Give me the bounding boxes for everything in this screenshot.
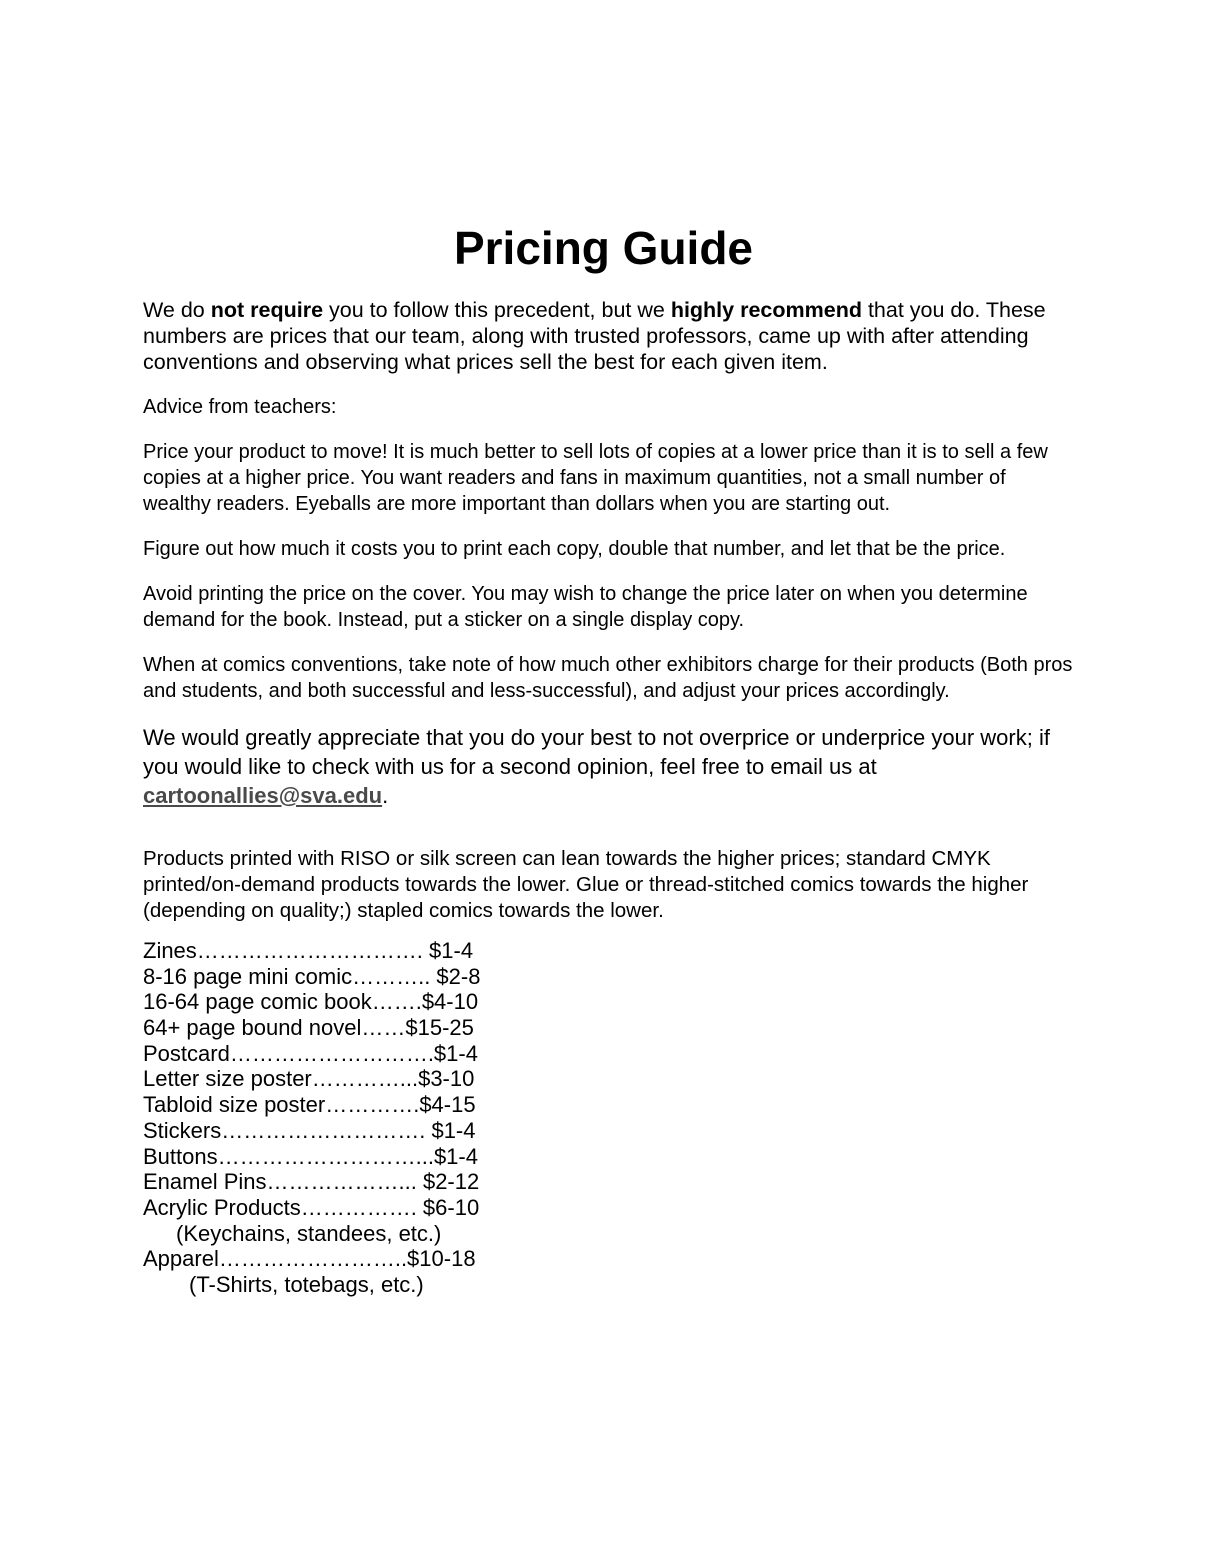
text-line	[143, 1118, 1077, 1144]
price-list	[143, 938, 1077, 1298]
text-segment: printed/on-demand products towards the lower. Glue or thread-stitched comics towards the higher	[143, 872, 1029, 896]
text-segment: and students, and both successful and less-successful), and adjust your prices accordingly.	[143, 679, 950, 702]
text-line	[143, 1092, 1077, 1118]
text-line	[143, 607, 1077, 633]
text-line	[143, 297, 1077, 323]
text-line	[143, 898, 1077, 924]
text-line	[143, 872, 1077, 898]
text-segment: (Keychains, standees, etc.)	[176, 1220, 442, 1246]
text-line	[143, 781, 1077, 810]
text-segment: conventions and observing what prices sell the best for each given item.	[143, 349, 828, 374]
text-line	[143, 439, 1077, 465]
products-note-paragraph	[143, 846, 1077, 924]
text-segment: Tabloid size poster………….$4-15	[143, 1092, 476, 1118]
text-line	[143, 1246, 1077, 1272]
text-line	[143, 989, 1077, 1015]
text-segment: Zines…………………………. $1-4	[143, 937, 474, 963]
text-line	[143, 465, 1077, 491]
text-segment: that you do. These	[861, 297, 1046, 322]
advice-heading: Advice from teachers:	[143, 395, 337, 418]
text-line	[143, 846, 1077, 872]
text-segment: Products printed with RISO or silk screen can lean towards the higher prices; standard CMYK	[143, 846, 991, 870]
text-line	[143, 536, 1077, 562]
text-segment: Postcard……………………….$1-4	[143, 1040, 478, 1066]
text-segment: (T-Shirts, totebags, etc.)	[189, 1272, 424, 1298]
text-line	[143, 1195, 1077, 1221]
intro-paragraph	[143, 297, 1077, 375]
text-segment: .	[382, 782, 389, 808]
text-segment: demand for the book. Instead, put a sticker on a single display copy.	[143, 608, 745, 631]
advice-paragraph-print-cost	[143, 536, 1077, 562]
text-line	[143, 349, 1077, 375]
text-segment: 64+ page bound novel……$15-25	[143, 1015, 474, 1040]
text-line	[143, 1041, 1077, 1067]
text-segment: you to follow this precedent, but we	[323, 297, 671, 322]
text-segment: copies at a higher price. You want readers and fans in maximum quantities, not a small number of	[143, 466, 1006, 489]
text-segment: We would greatly appreciate that you do your best to not overprice or underprice your work; if	[143, 724, 1050, 750]
text-line	[143, 1144, 1077, 1170]
text-line	[143, 723, 1077, 752]
text-line	[143, 964, 1077, 990]
text-line	[143, 678, 1077, 704]
text-line	[143, 652, 1077, 678]
text-segment: Acrylic Products……………. $6-10	[143, 1194, 480, 1220]
text-segment: 8-16 page mini comic……….. $2-8	[143, 963, 481, 989]
text-line	[143, 938, 1077, 964]
text-segment: When at comics conventions, take note of how much other exhibitors charge for their products (Both pros	[143, 653, 1073, 676]
text-line	[143, 491, 1077, 517]
text-segment: you would like to check with us for a second opinion, feel free to email us at	[143, 753, 877, 779]
text-segment: Apparel……………………..$10-18	[143, 1246, 476, 1272]
text-segment: Figure out how much it costs you to print each copy, double that number, and let that be the price.	[143, 537, 1006, 560]
text-segment: Letter size poster…………...$3-10	[143, 1066, 475, 1092]
text-line	[143, 1169, 1077, 1195]
text-segment: Avoid printing the price on the cover. You may wish to change the price later on when you determine	[143, 582, 1028, 605]
text-line	[143, 1272, 1077, 1298]
email-link[interactable]: cartoonallies@sva.edu	[143, 782, 383, 808]
text-segment: wealthy readers. Eyeballs are more important than dollars when you are starting out.	[143, 492, 891, 515]
text-segment: Stickers………………………. $1-4	[143, 1117, 476, 1143]
text-segment: not require	[210, 297, 324, 322]
text-segment: Price your product to move! It is much better to sell lots of copies at a lower price than it is to sell a few	[143, 440, 1048, 463]
text-line	[143, 1221, 1077, 1247]
page-title: Pricing Guide	[453, 222, 754, 274]
text-segment: (depending on quality;) stapled comics towards the lower.	[143, 898, 664, 922]
text-segment: 16-64 page comic book…….$4-10	[143, 989, 479, 1015]
text-segment: numbers are prices that our team, along with trusted professors, came up with after attending	[143, 323, 1029, 348]
text-segment: Buttons………………………...$1-4	[143, 1143, 478, 1169]
appreciate-paragraph	[143, 723, 1077, 810]
text-line	[143, 1015, 1077, 1041]
text-line	[143, 581, 1077, 607]
text-line	[143, 323, 1077, 349]
advice-paragraph-conventions	[143, 652, 1077, 704]
advice-paragraph-cover-price	[143, 581, 1077, 633]
text-line	[143, 1066, 1077, 1092]
text-segment: We do	[143, 297, 211, 322]
text-segment: Enamel Pins………………... $2-12	[143, 1169, 480, 1195]
advice-paragraph-price-to-move	[143, 439, 1077, 517]
text-line	[143, 752, 1077, 781]
text-segment: highly recommend	[670, 297, 862, 322]
